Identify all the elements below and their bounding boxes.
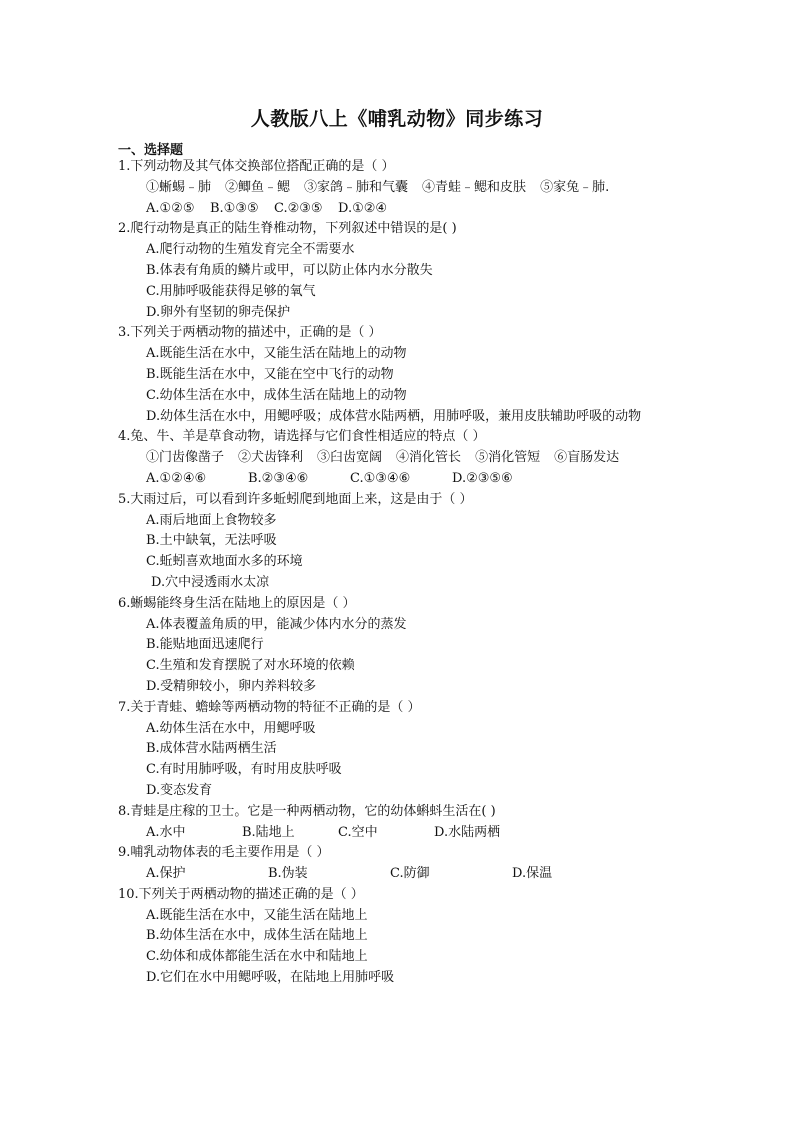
statement: ④消化管长 [396,450,462,466]
question-text: 7.关于青蛙、蟾蜍等两栖动物的特征不正确的是（ ） [118,699,421,715]
option: A.水中 [146,824,186,840]
question-text: 3.下列关于两栖动物的描述中，正确的是（ ） [118,325,382,341]
option: A.雨后地面上食物较多 [146,512,277,528]
statement-row [118,448,718,469]
statement: ⑤家兔﹣肺. [540,179,610,195]
question-text: 5.大雨过后，可以看到许多蚯蚓爬到地面上来，这是由于（ ） [118,491,473,507]
option: A.既能生活在水中，又能生活在陆地上的动物 [146,346,407,362]
section-heading: 一、选择题 [118,143,184,158]
option: C.②③⑤ [274,200,323,216]
option: C.空中 [338,824,378,840]
option: C.①③④⑥ [350,470,411,486]
option: C.幼体生活在水中，成体生活在陆地上的动物 [146,387,407,403]
option: B.②③④⑥ [248,470,309,486]
option: B.能贴地面迅速爬行 [146,637,264,653]
option: D.变态发育 [146,782,213,798]
option: B.既能生活在水中，又能在空中飞行的动物 [146,366,394,382]
option: C.蚯蚓喜欢地面水多的环境 [146,554,303,570]
question-text: 4.兔、牛、羊是草食动物，请选择与它们食性相适应的特点（ ） [118,429,486,445]
option: A.体表覆盖角质的甲，能减少体内水分的蒸发 [146,616,407,632]
option-row [118,469,718,490]
question-list [118,157,718,989]
option: B.成体营水陆两栖生活 [146,741,277,757]
statement: ②鲫鱼﹣鳃 [225,179,291,195]
option: B.体表有角质的鳞片或甲，可以防止体内水分散失 [146,262,433,278]
option: D.卵外有坚韧的卵壳保护 [146,304,291,320]
statement: ③家鸽﹣肺和气囊 [304,179,409,195]
option-row [118,864,718,885]
option: D.受精卵较小，卵内养料较多 [146,678,317,694]
option: D.穴中浸透雨水太凉 [151,574,270,590]
question-text: 8.青蛙是庄稼的卫士。它是一种两栖动物，它的幼体蝌蚪生活在( ) [118,803,496,819]
option: A.①②⑤ [146,200,195,216]
option: B.伪装 [268,866,308,882]
option: A.保护 [146,866,186,882]
question-text: 2.爬行动物是真正的陆生脊椎动物，下列叙述中错误的是( ) [118,221,457,237]
statement-row [118,178,718,199]
statement: ④青蛙﹣鳃和皮肤 [422,179,527,195]
statement: ②犬齿锋利 [238,450,304,466]
option: B.①③⑤ [210,200,259,216]
option: D.它们在水中用鳃呼吸，在陆地上用肺呼吸 [146,970,395,986]
statement: ⑤消化管短 [475,450,541,466]
document-title: 人教版八上《哺乳动物》同步练习 [250,108,544,130]
option: B.幼体生活在水中，成体生活在陆地上 [146,928,368,944]
option: A.爬行动物的生殖发育完全不需要水 [146,242,355,258]
question-text: 6.蜥蜴能终身生活在陆地上的原因是（ ） [118,595,356,611]
option: B.陆地上 [242,824,295,840]
statement: ③臼齿宽阔 [317,450,383,466]
question-text: 9.哺乳动物体表的毛主要作用是（ ） [118,845,330,861]
option: A.①②④⑥ [146,470,207,486]
option: C.防御 [390,866,430,882]
option: D.幼体生活在水中，用鳃呼吸；成体营水陆两栖，用肺呼吸，兼用皮肤辅助呼吸的动物 [146,408,642,424]
question-text: 10.下列关于两栖动物的描述正确的是（ ） [118,886,364,902]
statement: ①蜥蜴﹣肺 [146,179,212,195]
option: A.既能生活在水中，又能生活在陆地上 [146,907,368,923]
option: D.水陆两栖 [434,824,501,840]
option-row [118,199,718,220]
statement: ⑥盲肠发达 [554,450,620,466]
option: A.幼体生活在水中，用鳃呼吸 [146,720,316,736]
option: D.①②④ [338,200,388,216]
option: C.用肺呼吸能获得足够的氧气 [146,283,316,299]
option: D.保温 [512,866,553,882]
option: D.②③⑤⑥ [452,470,513,486]
statement: ①门齿像凿子 [146,450,225,466]
option: B.土中缺氧，无法呼吸 [146,533,277,549]
option: C.生殖和发育摆脱了对水环境的依赖 [146,658,355,674]
option: C.幼体和成体都能生活在水中和陆地上 [146,949,368,965]
option: C.有时用肺呼吸，有时用皮肤呼吸 [146,762,342,778]
option-row [118,823,718,844]
question-text: 1.下列动物及其气体交换部位搭配正确的是（ ） [118,159,395,174]
